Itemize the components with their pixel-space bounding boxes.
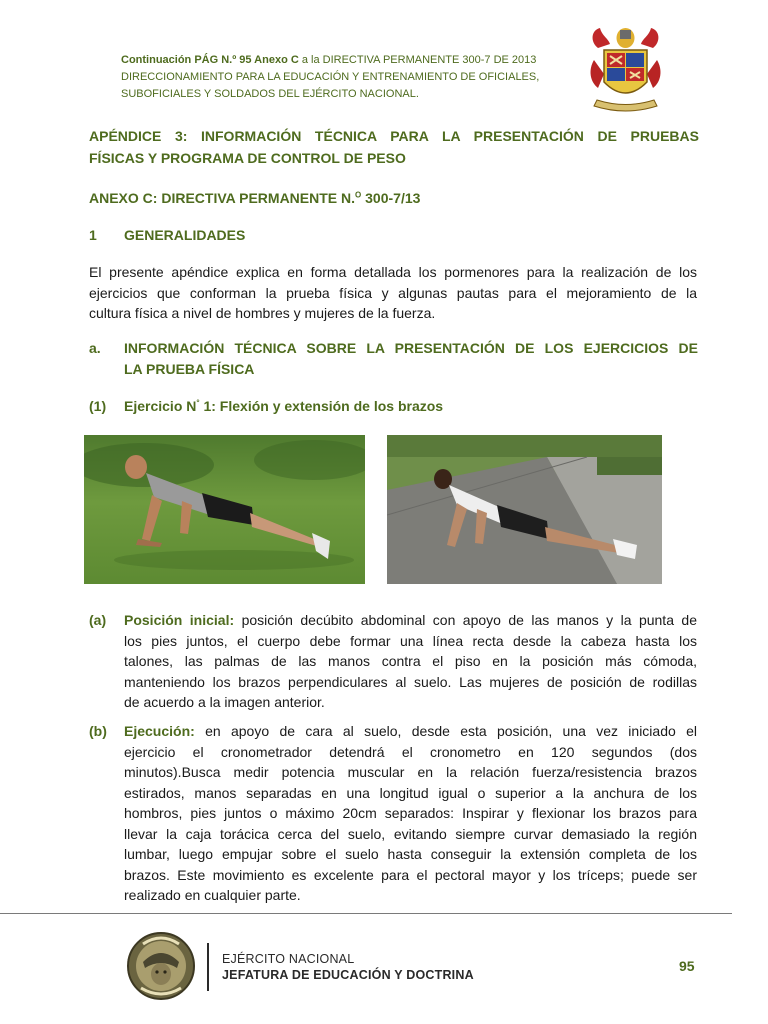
section-1-title: GENERALIDADES	[124, 227, 246, 243]
pushup-man-photo	[84, 435, 365, 584]
item-b-heading: Ejecución:	[124, 723, 195, 739]
item-b-line-3: minutos).Busca medir potencia muscular en la relación fuerza/resistencia brazos	[124, 764, 697, 780]
item-b-line-5: hombros, pies juntos o máximo 20cm separados: Inspirar y flexionar los brazos para	[124, 805, 697, 821]
header-continuation-rest: a la DIRECTIVA PERMANENTE 300-7 DE 2013	[298, 54, 537, 66]
item-a-line-1	[124, 610, 697, 631]
item-b-line-1	[124, 721, 697, 742]
page-header	[121, 52, 581, 103]
item-b-line-1-text: en apoyo de cara al suelo, desde esta posición, una vez iniciado el	[194, 723, 697, 739]
footer-separator	[207, 943, 209, 991]
intro-line-3: cultura física a nivel de hombres y mujeres de la fuerza.	[89, 305, 436, 321]
exercise-1-title-sup: °	[196, 398, 200, 408]
page-number: 95	[679, 958, 695, 974]
footer-org-name: EJÉRCITO NACIONAL	[222, 952, 355, 966]
item-b-line-7: lumbar, luego empujar sobre el suelo hasta conseguir la extensión completa de los	[124, 846, 697, 862]
appendix-title	[89, 125, 699, 169]
annex-heading-post: 300-7/13	[361, 190, 421, 206]
item-b-line-6: llevar la caja torácica cerca del suelo, evitando siempre curvar demasiado la región	[124, 825, 697, 842]
section-1-number: 1	[89, 227, 97, 243]
item-b-line-8: brazos. Este movimiento es excelente para el pectoral mayor y los tríceps; puede ser	[124, 866, 697, 883]
item-a-label: (a)	[89, 612, 107, 628]
exercise-1-title	[124, 396, 443, 416]
item-a-line-4: manteniendo los brazos perpendiculares al suelo. Las mujeres de posición de rodillas	[124, 673, 697, 690]
subsection-a-label: a.	[89, 340, 101, 356]
intro-paragraph	[89, 262, 697, 324]
exercise-1-title-pre: Ejercicio N	[124, 398, 197, 414]
item-b-line-4: estirados, manos separadas en una longitud igual o superior a la anchura de los	[124, 784, 697, 801]
pushup-woman-photo	[387, 435, 662, 584]
item-b-line-9: realizado en cualquier parte.	[124, 887, 301, 903]
header-line-3: SUBOFICIALES Y SOLDADOS DEL EJÉRCITO NACIONAL.	[121, 88, 419, 100]
item-a-line-5: de acuerdo a la imagen anterior.	[124, 694, 325, 710]
subsection-a-title-line-1: INFORMACIÓN TÉCNICA SOBRE LA PRESENTACIÓN DE LOS EJERCICIOS DE	[124, 340, 698, 356]
item-b-label: (b)	[89, 723, 107, 739]
header-line-1	[121, 52, 581, 69]
footer-divider	[0, 913, 732, 914]
annex-heading-pre: ANEXO C: DIRECTIVA PERMANENTE N.	[89, 190, 356, 206]
army-emblem-logo	[127, 930, 195, 1002]
annex-heading	[89, 187, 699, 209]
exercise-1-label: (1)	[89, 398, 107, 414]
intro-line-2: ejercicios que conforman la prueba física y algunas pautas para el mejoramiento de la	[89, 284, 697, 301]
subsection-a-title-line-2: LA PRUEBA FÍSICA	[124, 360, 255, 377]
exercise-1-title-post: 1: Flexión y extensión de los brazos	[199, 398, 444, 414]
footer-department: JEFATURA DE EDUCACIÓN Y DOCTRINA	[222, 968, 474, 982]
header-continuation-bold: Continuación PÁG N.º 95 Anexo C	[121, 54, 299, 66]
header-line-2: DIRECCIONAMIENTO PARA LA EDUCACIÓN Y ENTRENAMIENTO DE OFICIALES,	[121, 71, 540, 83]
appendix-title-line-2: FÍSICAS Y PROGRAMA DE CONTROL DE PESO	[89, 150, 406, 166]
item-a-heading: Posición inicial:	[124, 612, 235, 628]
subsection-a-title	[124, 338, 698, 379]
annex-heading-sup: O	[355, 190, 362, 200]
item-a-paragraph	[124, 610, 697, 713]
item-a-line-2: los pies juntos, el cuerpo debe formar una línea recta desde la cabeza hasta los	[124, 632, 697, 649]
item-a-line-3: talones, las palmas de las manos contra el piso en la posición más cómoda,	[124, 653, 697, 669]
item-b-paragraph	[124, 721, 697, 906]
item-a-line-1-text: posición decúbito abdominal con apoyo de las manos y la punta de	[234, 612, 697, 628]
item-b-line-2: ejercicio el cronometrador detendrá el cronometro en 120 segundos (dos	[124, 743, 697, 760]
intro-line-1: El presente apéndice explica en forma detallada los pormenores para la realización de los	[89, 264, 697, 280]
appendix-title-line-1: APÉNDICE 3: INFORMACIÓN TÉCNICA PARA LA PRESENTACIÓN DE PRUEBAS	[89, 128, 699, 144]
coat-of-arms-logo	[588, 20, 663, 120]
